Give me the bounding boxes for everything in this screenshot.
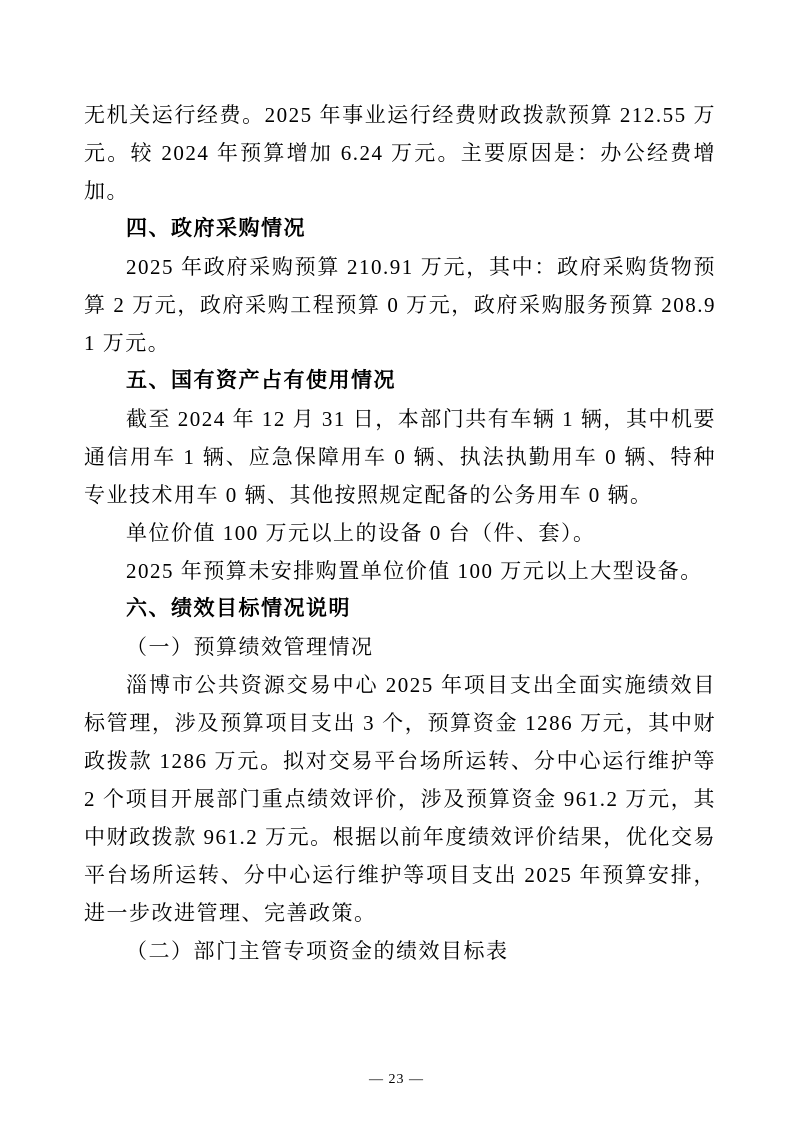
section-heading-performance-targets: 六、绩效目标情况说明 [126, 597, 351, 620]
section-heading-state-assets: 五、国有资产占有使用情况 [126, 369, 396, 392]
paragraph-large-equipment-plan: 2025 年预算未安排购置单位价值 100 万元以上大型设备。 [126, 559, 703, 583]
paragraph-operating-expenses: 无机关运行经费。2025 年事业运行经费财政拨款预算 212.55 万元。较 2024 年预算增加 6.24 万元。主要原因是：办公经费增加。 [84, 103, 716, 203]
paragraph-vehicles: 截至 2024 年 12 月 31 日，本部门共有车辆 1 辆，其中机要通信用车 1 辆、应急保障用车 0 辆、执法执勤用车 0 辆、特种专业技术用车 0 辆、其他按照规定配备的公务用车 0 辆。 [84, 407, 716, 507]
section-heading-government-procurement: 四、政府采购情况 [126, 217, 306, 240]
document-content [84, 96, 716, 970]
paragraph-performance-management-detail: 淄博市公共资源交易中心 2025 年项目支出全面实施绩效目标管理，涉及预算项目支出 3 个，预算资金 1286 万元，其中财政拨款 1286 万元。拟对交易平台场所运转、分中心运行维护等 2 个项目开展部门重点绩效评价，涉及预算资金 961.2 万元，其中财政拨款 961.2 万元。根据以前年度绩效评价结果，优化交易平台场所运转、分中心运行维护等项目支出 2025 年预算安排，进一步改进管理、完善政策。 [84, 673, 716, 925]
subheading-special-funds-performance-table: （二）部门主管专项资金的绩效目标表 [126, 939, 509, 963]
page-number: — 23 — [369, 1072, 424, 1087]
page-footer [0, 1072, 793, 1088]
subheading-budget-performance-management: （一）预算绩效管理情况 [126, 635, 374, 659]
paragraph-procurement-budget: 2025 年政府采购预算 210.91 万元，其中：政府采购货物预算 2 万元，政府采购工程预算 0 万元，政府采购服务预算 208.91 万元。 [84, 255, 716, 355]
paragraph-equipment: 单位价值 100 万元以上的设备 0 台（件、套）。 [126, 521, 596, 545]
